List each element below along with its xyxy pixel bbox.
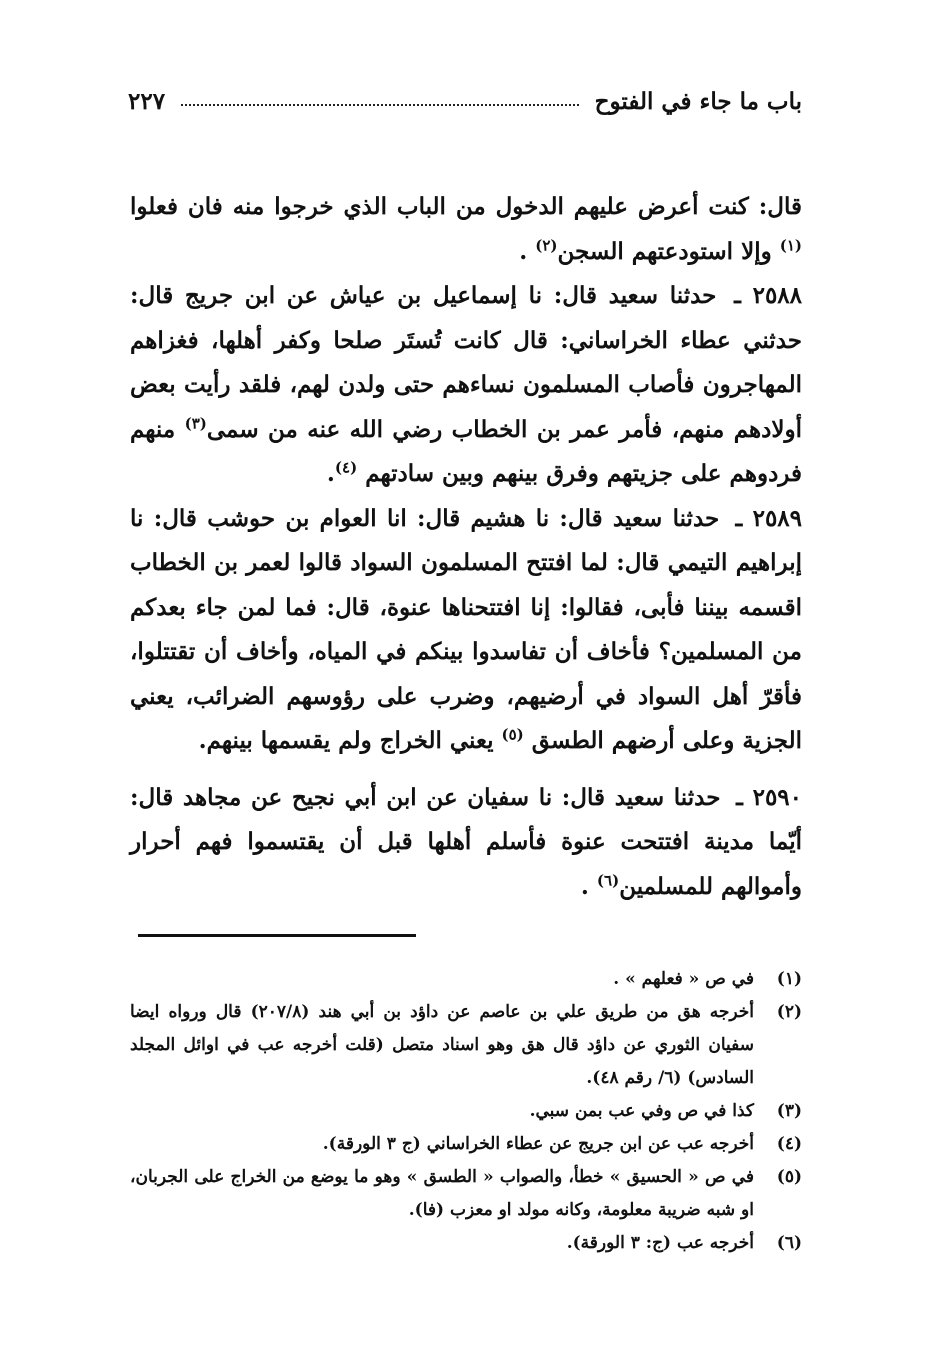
paragraph-continuation (130, 185, 802, 274)
footnote-ref: (٣) (184, 413, 207, 432)
footnote-ref: (٤) (334, 458, 358, 477)
hadith-text: منهم فردوهم على جزيتهم وفرق بينهم وبين سادتهم (130, 415, 802, 487)
footnote-text: أخرجه عب (ج: ٣ الورقة). (566, 1233, 754, 1253)
footnote-text: أخرجه هق من طريق علي بن عاصم عن داؤد بن أبي هند (٢٠٧/٨) قال ورواه ايضا سفيان الثوري عن داؤد قال هق وهو اسناد متصل (قلت أخرجه عب في اوائل المجلد السادس) (٦/ رقم ٤٨). (130, 1002, 755, 1088)
footnote-text: في ص « فعلهم » . (613, 969, 754, 989)
hadith-text: . (326, 460, 335, 487)
footnote-number: (٦) (776, 1233, 802, 1253)
paragraph-text: وإلا استودعتهم السجن (557, 237, 780, 265)
paragraph-text: قال: كنت أعرض عليهم الدخول من الباب الذي خرجوا منه فان فعلوا (130, 193, 802, 220)
footnote (130, 996, 802, 1095)
main-text (130, 185, 802, 909)
footnote-number: (٢) (776, 1002, 802, 1022)
hadith-2588 (130, 274, 802, 497)
footnote-ref: (٦) (596, 870, 620, 889)
footnote-ref: (٥) (501, 725, 524, 744)
footnote-text: كذا في ص وفي عب بمن سبي. (529, 1101, 754, 1121)
footnotes (130, 963, 802, 1260)
paragraph-text: . (519, 237, 536, 265)
hadith-text: حدثنا سعيد قال: نا إسماعيل بن عياش عن ابن جريج قال: حدثني عطاء الخراساني: قال كانت تُستَر صلحا وكفر أهلها، فغزاهم المهاجرون فأصاب المسلمون نساءهم حتى ولدن لهم، فلقد رأيت بعض أولادهم منهم، فأمر عمر بن الخطاب رضي الله عنه من سمى (130, 282, 802, 443)
footnote-text: في ص « الحسيق » خطأ، والصواب « الطسق » وهو ما يوضع من الخراج على الجربان، او شبه ضريبة معلومة، وكانه مولد او معزب (فا). (130, 1167, 754, 1220)
footnote-text: أخرجه عب عن ابن جريج عن عطاء الخراساني (ج ٣ الورقة). (322, 1134, 754, 1154)
page-number: ٢٢٧ (128, 87, 166, 115)
hadith-2590 (130, 776, 802, 910)
hadith-text: . (580, 872, 597, 900)
footnote (130, 1227, 802, 1260)
footnote-ref: (٢) (535, 235, 558, 254)
footnote-number: (١) (776, 969, 802, 989)
page-header (128, 84, 802, 118)
hadith-number: ٢٥٨٨ ـ (734, 282, 803, 309)
footnote (130, 963, 802, 996)
hadith-number: ٢٥٩٠ ـ (736, 783, 803, 811)
hadith-text: حدثنا سعيد قال: نا هشيم قال: انا العوام بن حوشب قال: نا إبراهيم التيمي قال: لما افتتح المسلمون السواد قالوا لعمر بن الخطاب اقسمه بيننا فأبى، فقالوا: إنا افتتحناها عنوة، قال: فما لمن جاء بعدكم من المسلمين؟ فأخاف أن تفاسدوا بينكم في المياه، وأخاف أن تقتتلوا، فأقرّ أهل السواد في أرضيهم، وضرب على رؤوسهم الضرائب، يعني الجزية وعلى أرضهم الطسق (130, 504, 802, 754)
footnote-number: (٤) (776, 1134, 802, 1154)
footnote-separator (138, 934, 416, 937)
footnote-number: (٥) (776, 1167, 802, 1187)
running-title: باب ما جاء في الفتوح (594, 87, 802, 115)
hadith-number: ٢٥٨٩ ـ (735, 504, 803, 532)
footnote (130, 1161, 802, 1227)
hadith-2589 (130, 497, 802, 764)
footnote-number: (٣) (776, 1101, 802, 1121)
hadith-text: يعني الخراج ولم يقسمها بينهم. (198, 727, 502, 754)
footnote-ref: (١) (779, 235, 802, 254)
hadith-text: حدثنا سعيد قال: نا سفيان عن ابن أبي نجيح عن مجاهد قال: أيّما مدينة افتتحت عنوة فأسلم أهلها قبل أن يقتسموا فهم أحرار وأموالهم للمسلمين (130, 783, 802, 900)
footnote (130, 1128, 802, 1161)
footnote (130, 1095, 802, 1128)
dotted-leader (181, 104, 579, 106)
